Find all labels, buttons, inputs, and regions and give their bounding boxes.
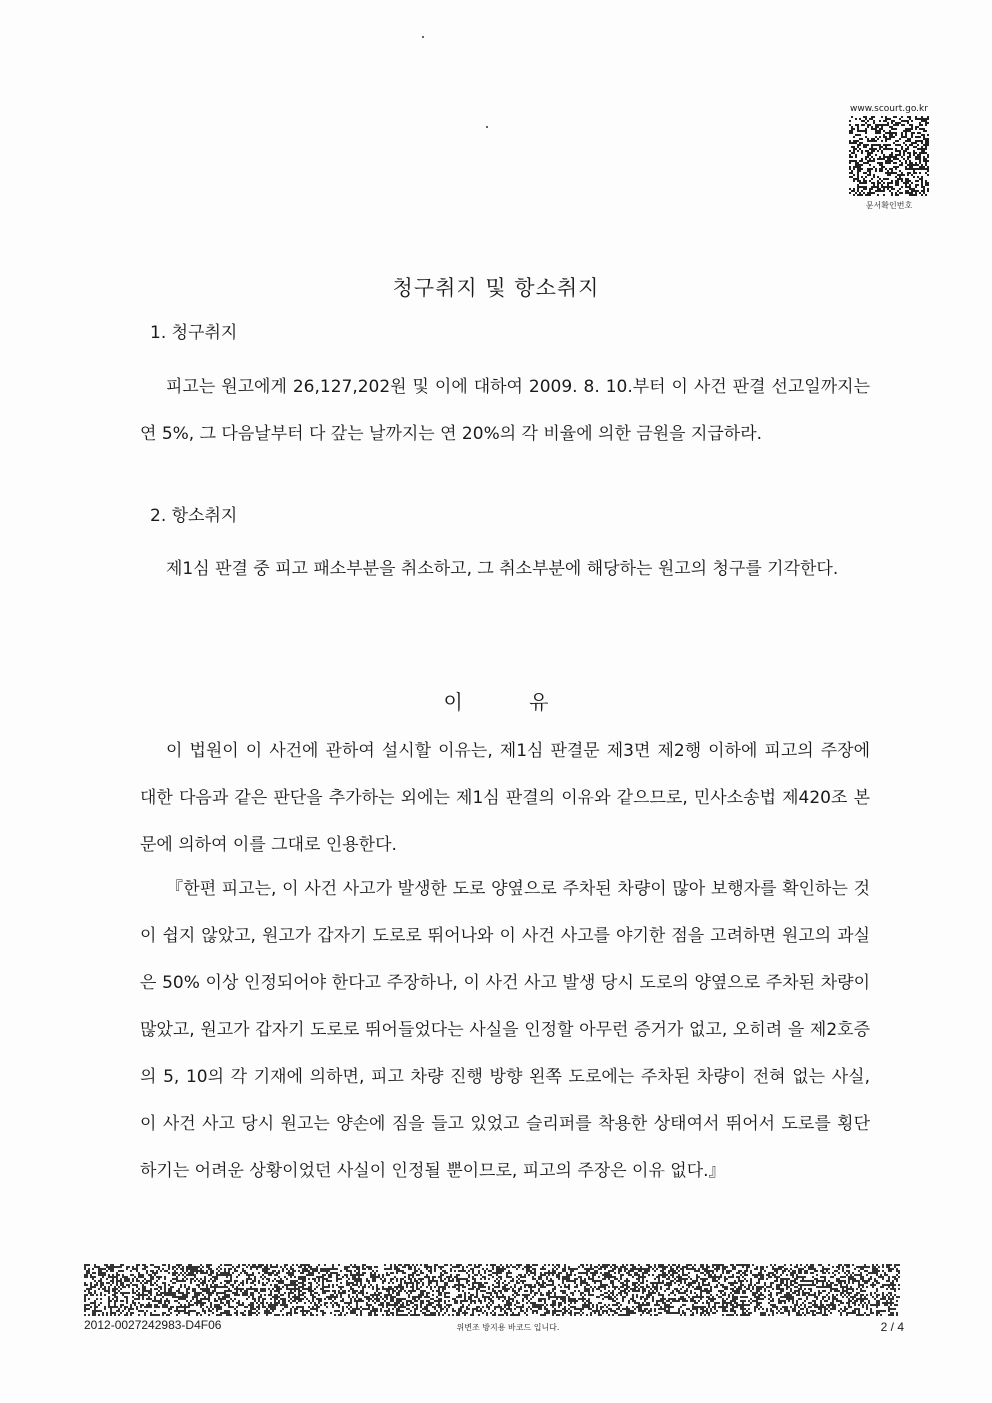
reason-paragraph-2: 『한편 피고는, 이 사건 사고가 발생한 도로 양옆으로 주차된 차량이 많아 보행자를 확인하는 것이 쉽지 않았고, 원고가 갑자기 도로로 뛰어나와 이 사건 사고를 야기한 점을 고려하면 원고의 과실은 50% 이상 인정되어야 한다고 주장하나, 이 사건 사고 발생 당시 도로의 양옆으로 주차된 차량이 많았고, 원고가 갑자기 도로로 뛰어들었다는 사실을 인정할 아무런 증거가 없고, 오히려 을 제2호증의 5, 10의 각 기재에 의하면, 피고 차량 진행 방향 왼쪽 도로에는 주차된 차량이 전혀 없는 사실, 이 사건 사고 당시 원고는 양손에 짐을 들고 있었고 슬리퍼를 착용한 상태여서 뛰어서 도로를 횡단하기는 어려운 상황이었던 사실이 인정될 뿐이므로, 피고의 주장은 이유 없다.』 <box>140 879 870 1181</box>
section-heading-claim: 1. 청구취지 <box>150 323 238 343</box>
verification-qr-block <box>848 104 930 211</box>
document-title: 청구취지 및 항소취지 <box>392 276 600 300</box>
claim-paragraph: 피고는 원고에게 26,127,202원 및 이에 대하여 2009. 8. 10.부터 이 사건 판결 선고일까지는 연 5%, 그 다음날부터 다 갚는 날까지는 연 20%의 각 비율에 의한 금원을 지급하라. <box>140 377 870 444</box>
reason-title: 이 유 <box>443 690 549 714</box>
scan-speck <box>486 126 488 128</box>
document-id: 2012-0027242983-D4F06 <box>84 1318 222 1332</box>
qr-code-icon <box>849 116 929 196</box>
scan-speck <box>422 36 424 38</box>
appeal-paragraph: 제1심 판결 중 피고 패소부분을 취소하고, 그 취소부분에 해당하는 원고의 청구를 기각한다. <box>166 559 839 579</box>
page-number: 2 / 4 <box>880 1320 904 1334</box>
anti-forgery-barcode <box>84 1264 900 1316</box>
reason-paragraph-1: 이 법원이 이 사건에 관하여 설시할 이유는, 제1심 판결문 제3면 제2행 이하에 피고의 주장에 대한 다음과 같은 판단을 추가하는 외에는 제1심 판결의 이유와 같으므로, 민사소송법 제420조 본문에 의하여 이를 그대로 인용한다. <box>140 741 870 855</box>
court-url: www.scourt.go.kr <box>850 104 928 114</box>
barcode-note: 위변조 방지용 바코드 입니다. <box>456 1323 560 1332</box>
section-heading-appeal: 2. 항소취지 <box>150 506 238 526</box>
qr-caption: 문서확인번호 <box>865 201 913 210</box>
